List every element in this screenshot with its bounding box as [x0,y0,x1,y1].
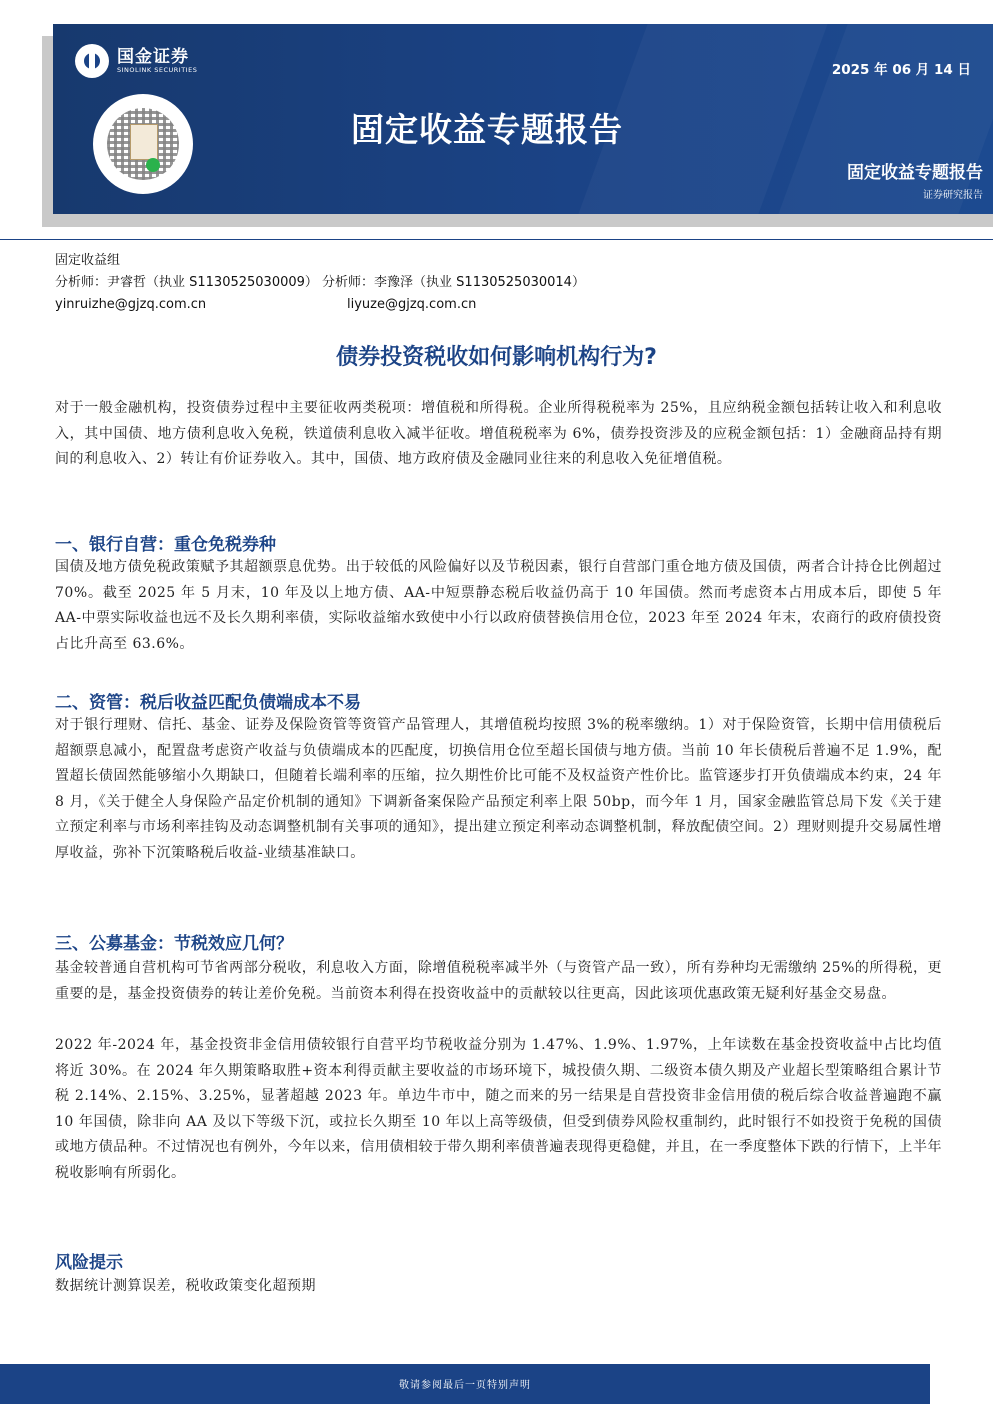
intro-paragraph: 对于一般金融机构，投资债券过程中主要征收两类税项：增值税和所得税。企业所得税税率为 25%，且应纳税金额包括转让收入和利息收入，其中国债、地方债利息收入免税，铁道债利息收入减半征收。增值税税率为 6%，债券投资涉及的应税金额包括：1）金融商品持有期间的利息收入、2）转让有价证券收入。其中，国债、地方政府债及金融同业往来的利息收入免征增值税。 [55,400,942,467]
logo-name-cn: 国金证券 [117,46,189,67]
report-type: 证券研究报告 [923,190,983,201]
article-title: 债券投资税收如何影响机构行为? [336,345,657,370]
logo-mark-icon [75,44,109,78]
header-divider [0,239,993,240]
analyst-email-1[interactable]: yinruizhe@gjzq.com.cn [55,297,207,312]
section-3-body-1: 基金较普通自营机构可节省两部分税收，利息收入方面，除增值税税率减半外（与资管产品一致），所有券种均无需缴纳 25%的所得税，更重要的是，基金投资债券的转让差价免税。当前资本利得在投资收益中的贡献较以往更高，因此该项优惠政策无疑利好基金交易盘。 [55,960,942,1002]
footer-disclaimer-note: 敬请参阅最后一页特别声明 [399,1380,531,1391]
section-2-body: 对于银行理财、信托、基金、证券及保险资管等资管产品管理人，其增值税均按照 3%的税率缴纳。1）对于保险资管，长期中信用债税后超额票息减小，配置盘考虑资产收益与负债端成本的匹配度，切换信用仓位至超长国债与地方债。当前 10 年长债税后普遍不足 1.9%，配置超长债固然能够缩小久期缺口，但随着长端利率的压缩，拉久期性价比可能不及权益资产性价比。监管逐步打开负债端成本约束，24 年 8 月，《关于健全人身保险产品定价机制的通知》下调新备案保险产品预定利率上限 50bp，而今年 1 月，国家金融监管总局下发《关于建立预定利率与市场利率挂钩及动态调整机制有关事项的通知》，提出建立预定利率动态调整机制，释放配债空间。2）理财则提升交易属性增厚收益，弥补下沉策略税后收益-业绩基准缺口。 [55,717,942,861]
report-category: 固定收益专题报告 [847,163,983,183]
analyst-line: 分析师：尹睿哲（执业 S1130525030009） 分析师：李豫泽（执业 S1130525030014） [55,275,585,290]
section-1-heading: 一、银行自营：重仓免税券种 [55,535,276,555]
section-3-body-2: 2022 年-2024 年，基金投资非金信用债较银行自营平均节税收益分别为 1.47%、1.9%、1.97%，上年读数在基金投资收益中占比均值将近 30%。在 2024 年久期策略取胜+资本利得贡献主要收益的市场环境下，城投债久期、二级资本债久期及产业超长型策略组合累计节税 2.14%、2.15%、3.25%，显著超越 2023 年。单边牛市中，随之而来的另一结果是自营投资非金信用债的税后综合收益普遍跑不赢 10 年国债，除非向 AA 及以下等级下沉，或拉长久期至 10 年以上高等级债，但受到债券风险权重制约，此时银行不如投资于免税的国债或地方债品种。不过情况也有例外，今年以来，信用债相较于带久期利率债普遍表现得更稳健，并且，在一季度整体下跌的行情下，上半年税收影响有所弱化。 [55,1037,942,1181]
author-block [55,250,585,316]
analyst-email-2[interactable]: liyuze@gjzq.com.cn [347,297,477,312]
risk-body: 数据统计测算误差，税收政策变化超预期 [55,1278,316,1294]
banner-title: 固定收益专题报告 [351,110,623,149]
header-banner [53,24,993,214]
mini-program-qr-code [93,94,193,194]
section-3-heading: 三、公募基金：节税效应几何？ [55,934,293,954]
risk-heading: 风险提示 [55,1253,123,1273]
research-group: 固定收益组 [55,253,121,268]
company-logo [75,44,197,78]
report-date: 2025 年 06 月 14 日 [831,62,971,78]
logo-name-en: SINOLINK SECURITIES [117,65,198,74]
section-1-body: 国债及地方债免税政策赋予其超额票息优势。出于较低的风险偏好以及节税因素，银行自营部门重仓地方债及国债，两者合计持仓比例超过 70%。截至 2025 年 5 月末，10 年及以上地方债、AA-中短票静态税后收益仍高于 10 年国债。然而考虑资本占用成本后，即使 5 年 AA-中票实际收益也远不及长久期利率债，实际收益缩水致使中小行以政府债替换信用仓位，2023 年至 2024 年末，农商行的政府债投资占比升高至 63.6%。 [55,559,942,652]
section-2-heading: 二、资管：税后收益匹配负债端成本不易 [55,693,361,713]
